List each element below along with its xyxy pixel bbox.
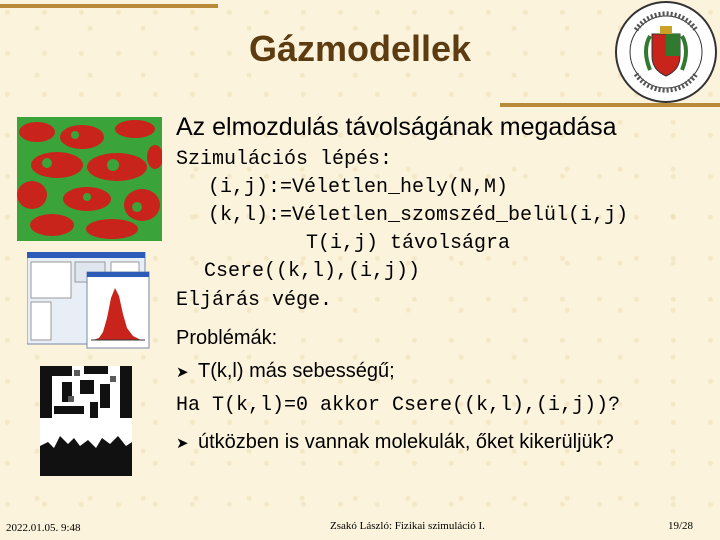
page-number: 19/28 (668, 520, 694, 532)
code-line-2: (i,j):=Véletlen_hely(N,M) (208, 176, 509, 199)
problem-item-2: útközben is vannak molekulák, őket kikerüljük? (198, 431, 614, 453)
problem-item-1: T(k,l) más sebességű; (198, 360, 395, 382)
top-left-rule (0, 4, 218, 8)
page-title: Gázmodellek (248, 28, 472, 69)
simulation-grid-image (17, 117, 162, 241)
footer-date: 2022.01.05. 9:48 (6, 522, 81, 534)
arrow-bullet-icon: ➤ (176, 435, 189, 452)
problems-heading: Problémák: (176, 327, 278, 349)
code-line-3: (k,l):=Véletlen_szomszéd_belül(i,j) (208, 204, 629, 227)
code-line-1: Szimulációs lépés: (176, 148, 393, 171)
section-subtitle: Az elmozdulás távolságának megadása (176, 113, 617, 141)
problem-code-line: Ha T(k,l)=0 akkor Csere((k,l),(i,j))? (176, 394, 621, 417)
simulation-window-screenshot (27, 252, 151, 350)
code-line-6: Eljárás vége. (176, 289, 333, 312)
code-line-4: T(i,j) távolságra (306, 232, 511, 255)
footer-author: Zsakó László: Fizikai szimuláció I. (330, 520, 485, 532)
university-seal-icon (614, 0, 718, 104)
arrow-bullet-icon: ➤ (176, 364, 189, 381)
maze-image (40, 366, 132, 476)
code-line-5: Csere((k,l),(i,j)) (204, 260, 421, 283)
